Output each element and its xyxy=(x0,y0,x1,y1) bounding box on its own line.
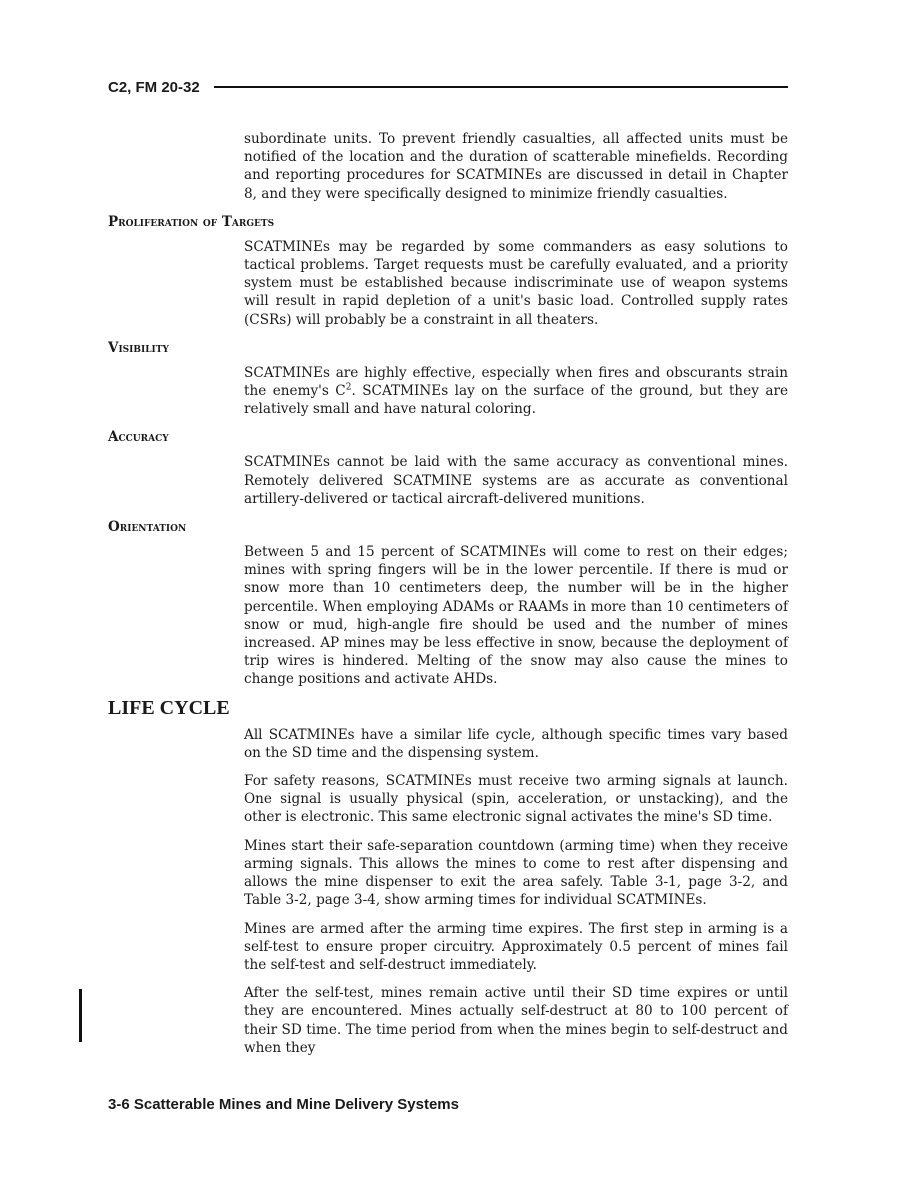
body-paragraph: For safety reasons, SCATMINEs must receive two arming signals at launch. One signal is usually physical (spin, acceleration, or unstacking), and the other is electronic. This same electronic signal activates the mine's SD time. xyxy=(244,773,788,826)
body-paragraph: All SCATMINEs have a similar life cycle, although specific times vary based on the SD time and the dispensing system. xyxy=(244,726,788,761)
page-header xyxy=(108,76,788,98)
text-run: . SCATMINEs lay on the surface of the ground, but they are relatively small and have natural coloring. xyxy=(244,383,788,418)
page-footer: 3-6 Scatterable Mines and Mine Delivery Systems xyxy=(108,1096,459,1113)
body-paragraph xyxy=(244,364,788,419)
body-paragraph: Mines are armed after the arming time expires. The first step in arming is a self-test to ensure proper circuitry. Approximately 0.5 percent of mines fail the self-test and self-destruct immediately. xyxy=(244,920,788,973)
subheading-visibility: Visibility xyxy=(108,339,169,356)
header-rule xyxy=(214,86,788,88)
subheading-proliferation: Proliferation of Targets xyxy=(108,213,275,230)
subheading-orientation: Orientation xyxy=(108,519,187,536)
page-content xyxy=(108,130,788,1057)
text-run: SCATMINEs are highly effective, especially when fires and obscurants strain the enemy's C xyxy=(244,364,788,400)
body-paragraph: After the self-test, mines remain active until their SD time expires or until they are encountered. Mines actually self-destruct at 80 to 100 percent of their SD time. The time period from when the mines begin to self-destruct and when they xyxy=(244,985,788,1056)
superscript: 2 xyxy=(345,382,352,393)
document-id: C2, FM 20-32 xyxy=(108,78,200,96)
body-paragraph: Between 5 and 15 percent of SCATMINEs will come to rest on their edges; mines with spring fingers will be in the lower percentile. If there is mud or snow more than 10 centimeters deep, the number will be in the higher percentile. When employing ADAMs or RAAMs in more than 10 centimeters of snow or mud, high-angle fire should be used and the number of mines increased. AP mines may be less effective in snow, because the deployment of trip wires is hindered. Melting of the snow may also cause the mines to change positions and activate AHDs. xyxy=(244,544,788,688)
body-paragraph: SCATMINEs cannot be laid with the same accuracy as conventional mines. Remotely delivered SCATMINE systems are as accurate as conventional artillery-delivered or tactical aircraft-delivered munitions. xyxy=(244,454,788,507)
body-paragraph: subordinate units. To prevent friendly casualties, all affected units must be notified of the location and the duration of scatterable minefields. Recording and reporting procedures for SCATMINEs are discussed in detail in Chapter 8, and they were specifically designed to minimize friendly casualties. xyxy=(244,131,788,202)
body-paragraph: Mines start their safe-separation countdown (arming time) when they receive arming signals. This allows the mines to come to rest after dispensing and allows the mine dispenser to exit the area safely. Table 3-1, page 3-2, and Table 3-2, page 3-4, show arming times for individual SCATMINEs. xyxy=(244,837,788,909)
subheading-accuracy: Accuracy xyxy=(108,429,169,446)
section-title-life-cycle: LIFE CYCLE xyxy=(108,696,230,719)
body-paragraph: SCATMINEs may be regarded by some commanders as easy solutions to tactical problems. Target requests must be carefully evaluated, and a priority system must be established because indiscriminate use of weapon systems will result in rapid depletion of a unit's basic load. Controlled supply rates (CSRs) will probably be a constraint in all theaters. xyxy=(244,238,788,328)
change-bar xyxy=(79,989,82,1042)
